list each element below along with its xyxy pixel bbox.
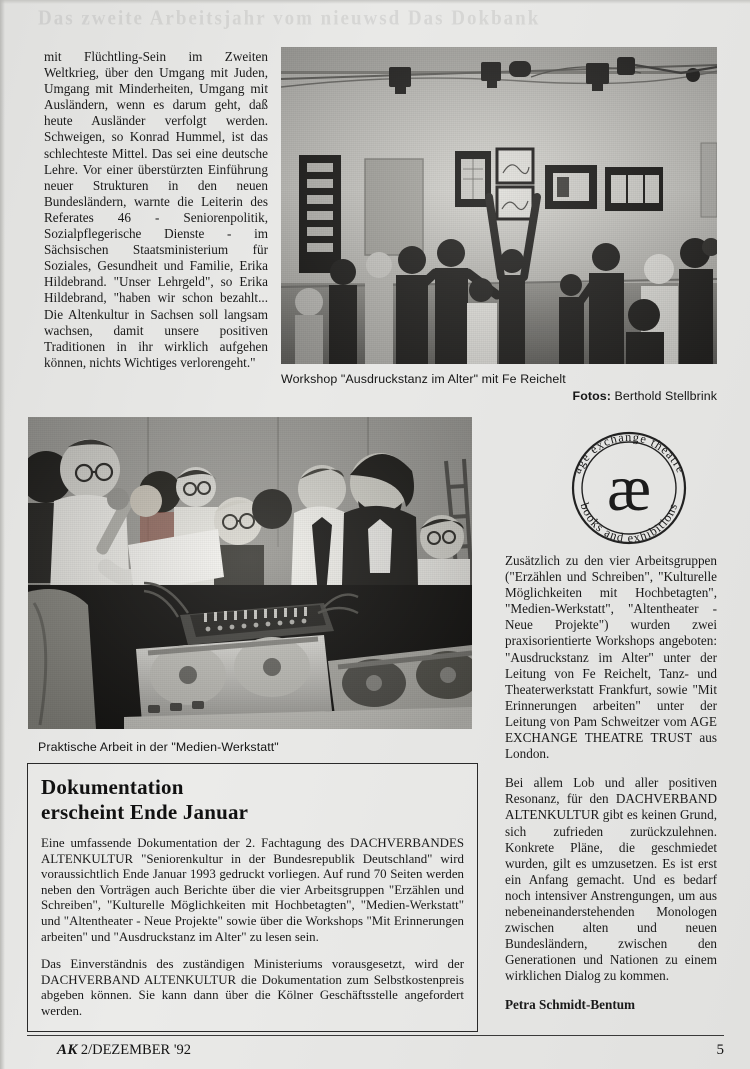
issue-label: 2/DEZEMBER '92	[80, 1042, 191, 1058]
page-number: 5	[716, 1042, 724, 1058]
dokumentation-box	[27, 763, 478, 1032]
bleed-through-text: Das zweite Arbeitsjahr vom nieuwsd Das Dokbank	[38, 6, 541, 30]
footer-rule	[27, 1035, 724, 1036]
logo-artwork	[552, 430, 706, 546]
publication-mark: AK	[57, 1042, 78, 1058]
photo-top-caption-block	[281, 372, 717, 403]
dokumentation-paragraph-1: Eine umfassende Dokumentation der 2. Fachtagung des DACHVERBANDES ALTENKULTUR "Seniorenkultur in der Bundesrepublik Deutschland" wird voraussichtlich Ende Januar 1993 gedruckt vorliegen. Auf rund 70 Seiten werden neben den Vorträgen auch Berichte über die vier Arbeitsgruppen "Erzählen und Schreiben", "Kulturelle Möglichkeiten mit Hochbetagten", "Medien-Werkstatt" und "Altentheater - Neue Projekte" sowie über die Workshops "Mit Erinnerungen arbeiten" und "Ausdruckstanz im Alter" zu lesen sein.	[41, 836, 464, 944]
right-paragraph-2: Bei allem Lob und aller positiven Resonanz, für den DACHVERBAND ALTENKULTUR gibt es keinen Grund, sich zufrieden zurückzulehnen. Konkrete Pläne, die geschmiedet wurden, gilt es umzusetzen. Es ist erst ein Anfang gemacht. Und es bedarf noch intensiver Anstrengungen, um aus nebeneinanderstehenden Monologen zwischen alten und neuen Bundesländern, zwischen den Generationen und Nationen zu einem wirklichen Dialog zu kommen.	[505, 775, 717, 984]
logo-monogram: æ	[606, 452, 652, 525]
photo-top-caption: Workshop "Ausdruckstanz im Alter" mit Fe Reichelt	[281, 372, 566, 386]
article-right-column	[505, 553, 717, 1027]
photo-credit-label: Fotos:	[572, 389, 611, 403]
logo-arc-top: · age exchange theatre ·	[566, 430, 692, 485]
scan-edge-left	[0, 0, 5, 1069]
dokumentation-title-line2: erscheint Ende Januar	[41, 800, 249, 824]
photo-credit	[281, 389, 717, 403]
photo-bottom-vignette	[28, 417, 472, 729]
scan-edge-top	[0, 0, 750, 4]
logo-arc-bottom: books and exhibitions	[577, 500, 681, 546]
article-byline: Petra Schmidt-Bentum	[505, 997, 636, 1013]
photo-dance-workshop	[281, 47, 717, 364]
photo-credit-name: Berthold Stellbrink	[614, 389, 717, 403]
age-exchange-logo	[552, 430, 706, 546]
photo-media-workshop	[28, 417, 472, 729]
dokumentation-title-line1: Dokumentation	[41, 775, 184, 799]
article-left-column: mit Flüchtling-Sein im Zweiten Weltkrieg, über den Umgang mit Juden, Umgang mit Minderheiten, Umgang mit Ausländern, wenn es darum geht, daß heute Ausländer verfolgt werden. Schweigen, so Konrad Hummel, ist das schlechteste Mittel. Das sei eine deutsche Lehre. Vor einer überstürzten Einführung neuer Strukturen in den neuen Bundesländern, warnte die Leiterin des Referates 46 - Seniorenpolitik, Sozialpflegerische Dienste - im Sächsischen Staatsministerium für Soziales, Gesundheit und Familie, Erika Hildebrand. "Unser Lehrgeld", so Erika Hildebrand, "haben wir schon bezahlt... Die Altenkultur in Sachsen soll langsam wachsen, damit unsere positiven Traditionen in ihr wirklich aufgehen können, nichts Wichtiges verlorengeht."	[44, 49, 268, 370]
dokumentation-paragraph-2: Das Einverständnis des zuständigen Ministeriums vorausgesetzt, wird der DACHVERBAND ALTENKULTUR die Dokumentation zum Selbstkostenpreis abgeben können. Sie kann dann über die Kölner Geschäftsstelle angefordert werden.	[41, 957, 464, 1018]
photo-bottom-caption: Praktische Arbeit in der "Medien-Werkstatt"	[38, 740, 279, 754]
page-footer	[57, 1042, 724, 1059]
photo-top-vignette	[281, 47, 717, 364]
right-paragraph-1: Zusätzlich zu den vier Arbeitsgruppen ("Erzählen und Schreiben", "Kulturelle Möglichkeiten mit Hochbetagten", "Medien-Werkstatt", "Altentheater - Neue Projekte") wurden zwei praxisorientierte Workshops angeboten: "Ausdruckstanz im Alter" unter der Leitung von Fe Reichelt, Tanz- und Theaterwerkstatt Frankfurt, sowie "Mit Erinnerungen arbeiten" unter der Leitung von Pam Schweitzer vom AGE EXCHANGE THEATRE TRUST aus London.	[505, 553, 717, 762]
